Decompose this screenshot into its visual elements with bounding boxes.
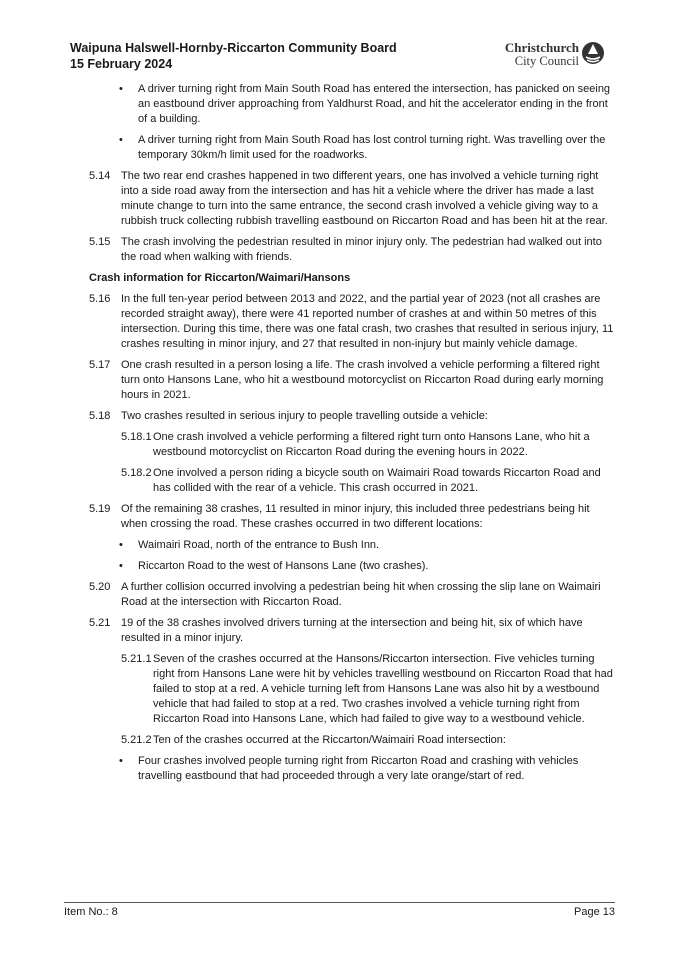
subparagraph-5-21-2 [89, 733, 615, 748]
paragraph-text: A further collision occurred involving a pedestrian being hit when crossing the slip lane on Waimairi Road at the intersection with Riccarton Road. [121, 581, 601, 608]
paragraph-5-14 [89, 169, 615, 229]
paragraph-number: 5.19 [89, 503, 111, 515]
paragraph-text: In the full ten-year period between 2013 and 2022, and the partial year of 2023 (not all crashes are recorded straight away), there were 41 reported number of crashes at and within 50 metres of this intersection. During this time, there was one fatal crash, two crashes that resulted in serious injury, 11 crashes resulting in minor injury, and 27 that resulted in non-injury but mainly vehicle damage. [121, 293, 614, 350]
paragraph-number: 5.17 [89, 359, 111, 371]
paragraph-text: One crash resulted in a person losing a life. The crash involved a vehicle performing a filtered right turn onto Hansons Lane, who hit a westbound motorcyclist on Riccarton Road during early morning hours in 2021. [121, 359, 604, 401]
page-number: Page 13 [574, 906, 615, 918]
bullet-text: A driver turning right from Main South Road has entered the intersection, has panicked on seeing an eastbound driver approaching from Yaldhurst Road, and hit the accelerator ending in the front of a building. [138, 83, 611, 125]
meeting-date: 15 February 2024 [70, 57, 173, 71]
subparagraph-number: 5.21.2 [121, 734, 152, 746]
council-logo [499, 41, 605, 77]
paragraph-5-18 [89, 409, 615, 424]
subparagraph-text: One crash involved a vehicle performing a filtered right turn onto Hansons Lane, who hit a westbound motorcyclist on Riccarton Road during the evening hours in 2022. [153, 431, 590, 458]
paragraph-5-15 [89, 235, 615, 265]
paragraph-text: The crash involving the pedestrian resulted in minor injury only. The pedestrian had walked out into the road when walking with friends. [121, 236, 602, 263]
paragraph-number: 5.16 [89, 293, 111, 305]
logo-text-christchurch: Christchurch [504, 40, 579, 55]
bullet-text: Waimairi Road, north of the entrance to Bush Inn. [138, 539, 380, 551]
paragraph-5-20 [89, 580, 615, 610]
subparagraph-text: One involved a person riding a bicycle south on Waimairi Road towards Riccarton Road and has collided with the rear of a vehicle. This crash occurred in 2021. [153, 467, 601, 494]
board-title: Waipuna Halswell-Hornby-Riccarton Community Board [70, 41, 397, 55]
subparagraph-text: Ten of the crashes occurred at the Riccarton/Waimairi Road intersection: [153, 734, 506, 746]
subparagraph-5-18-2 [89, 466, 615, 496]
bullet-icon: • [119, 539, 123, 551]
bullet-icon: • [119, 560, 123, 572]
bullet-text: Riccarton Road to the west of Hansons Lane (two crashes). [138, 560, 429, 572]
subparagraph-text: Seven of the crashes occurred at the Hansons/Riccarton intersection. Five vehicles turning right from Hansons Lane were hit by vehicles travelling westbound on Riccarton Road that had failed to stop at a red. A vehicle turning left from Hansons Lane was also hit by a westbound vehicle that had failed to stop at a red. Two crashes involved a vehicle turning right from Riccarton Road into Hansons Lane, which had failed to give way to a westbound vehicle. [153, 653, 613, 725]
paragraph-number: 5.21 [89, 617, 111, 629]
logo-text-city-council: City Council [514, 54, 579, 68]
paragraph-text: Two crashes resulted in serious injury to people travelling outside a vehicle: [121, 410, 488, 422]
paragraph-text: 19 of the 38 crashes involved drivers turning at the intersection and being hit, six of which have resulted in a minor injury. [121, 617, 583, 644]
subparagraph-number: 5.18.2 [121, 467, 152, 479]
item-number: Item No.: 8 [64, 906, 118, 918]
page-footer [64, 902, 615, 918]
bullet-icon: • [119, 83, 123, 95]
subparagraph-number: 5.21.1 [121, 653, 152, 665]
page-header [70, 40, 605, 78]
paragraph-5-19 [89, 502, 615, 532]
list-item [89, 133, 615, 163]
list-item [89, 538, 615, 553]
council-logo-icon [581, 41, 605, 65]
paragraph-5-17 [89, 358, 615, 403]
section-heading: Crash information for Riccarton/Waimari/Hansons [89, 272, 351, 284]
list-item [89, 82, 615, 127]
list-item [89, 559, 615, 574]
paragraph-number: 5.20 [89, 581, 111, 593]
paragraph-number: 5.18 [89, 410, 111, 422]
bullet-icon: • [119, 755, 123, 767]
list-item [89, 754, 615, 784]
paragraph-5-16 [89, 292, 615, 352]
paragraph-text: Of the remaining 38 crashes, 11 resulted in minor injury, this included three pedestrians being hit when crossing the road. These crashes occurred in two different locations: [121, 503, 590, 530]
paragraph-number: 5.14 [89, 170, 111, 182]
paragraph-5-21 [89, 616, 615, 646]
subparagraph-number: 5.18.1 [121, 431, 152, 443]
bullet-text: A driver turning right from Main South Road has lost control turning right. Was travelling over the temporary 30km/h limit used for the roadworks. [138, 134, 606, 161]
paragraph-text: The two rear end crashes happened in two different years, one has involved a vehicle turning right into a side road away from the intersection and has hit a vehicle where the driver has made a last minute change to turn into the same entrance, the second crash involved a vehicle giving way to a rubbish truck collecting rubbish travelling eastbound on Riccarton Road and has been hit at the rear. [121, 170, 608, 227]
bullet-text: Four crashes involved people turning right from Riccarton Road and crashing with vehicles travelling eastbound that had proceeded through a very late orange/start of red. [138, 755, 579, 782]
subparagraph-5-21-1 [89, 652, 615, 727]
bullet-icon: • [119, 134, 123, 146]
subparagraph-5-18-1 [89, 430, 615, 460]
document-body [89, 82, 615, 790]
paragraph-number: 5.15 [89, 236, 111, 248]
